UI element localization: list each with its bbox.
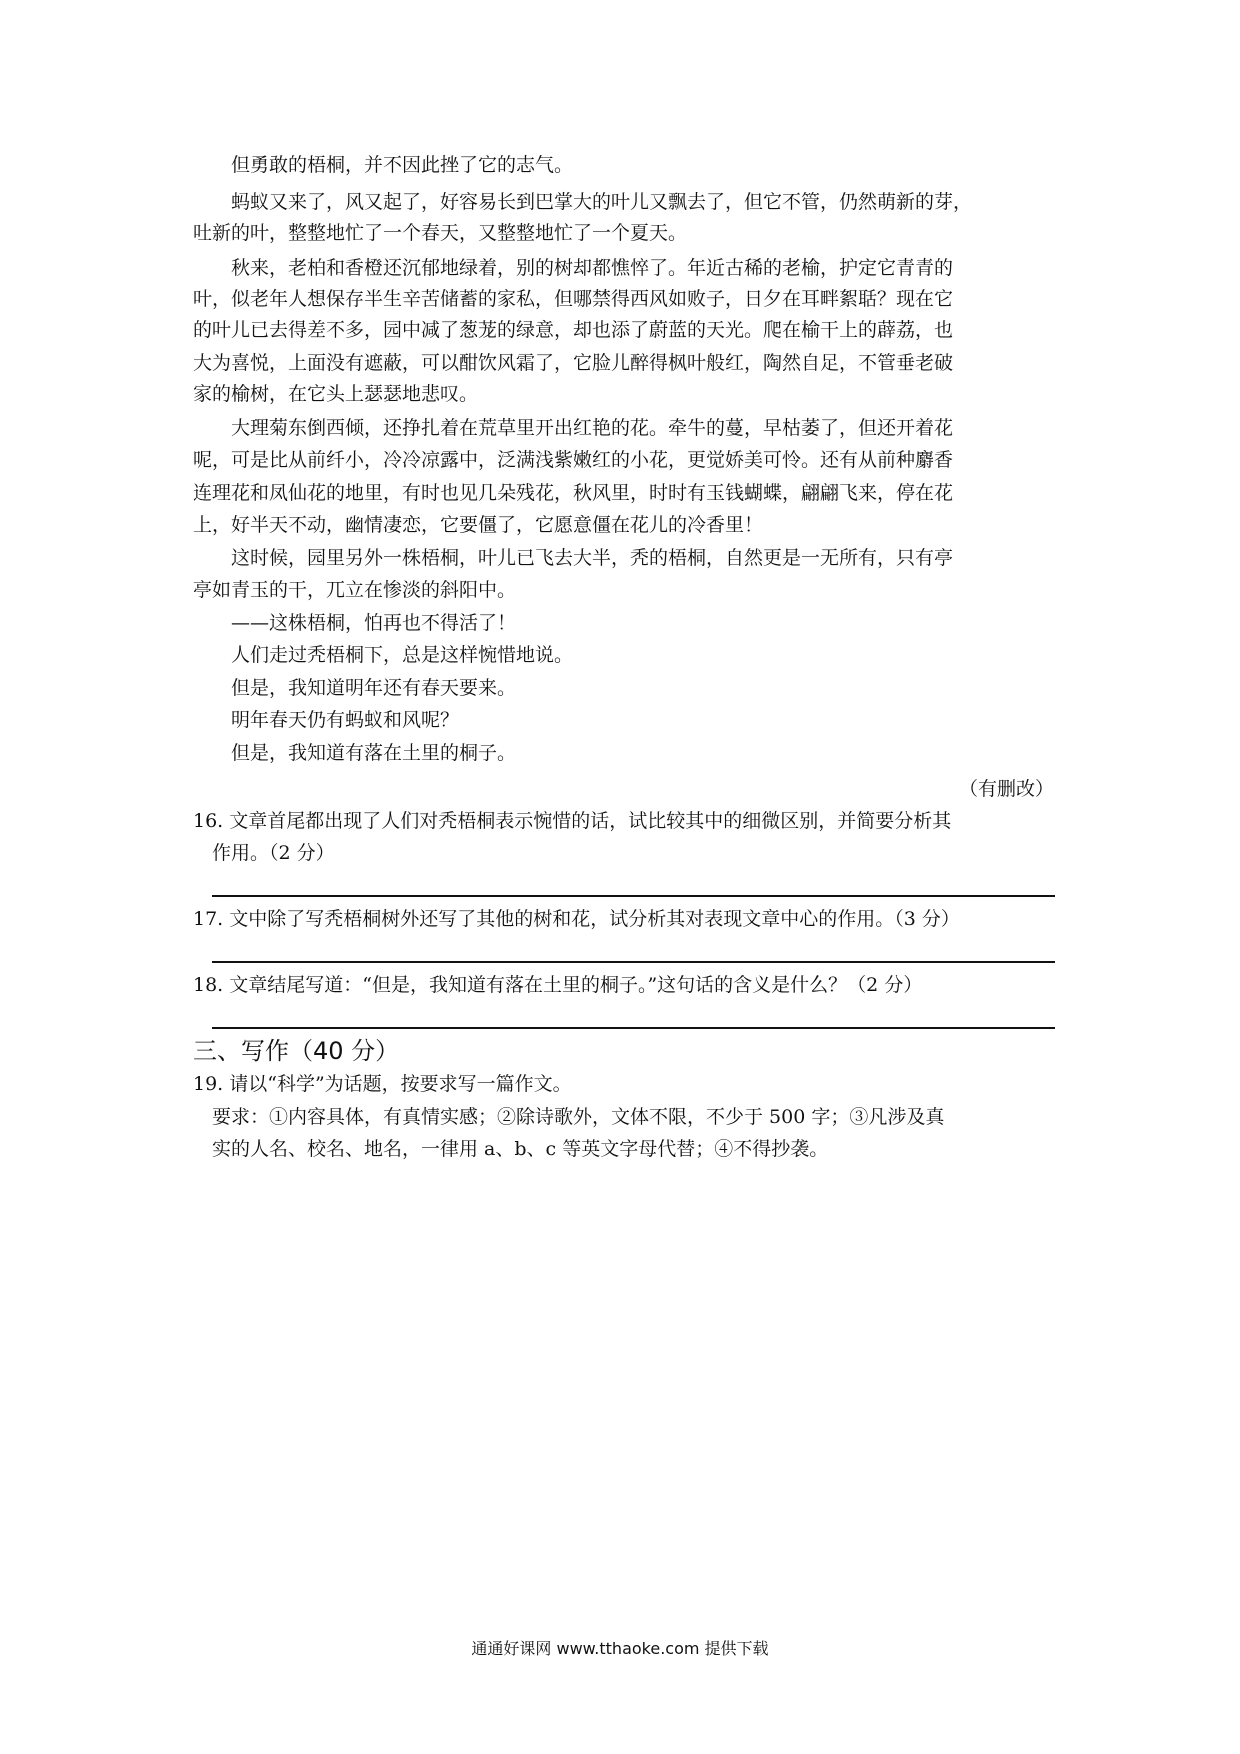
passage-line: 大理菊东倒西倾，还挣扎着在荒草里开出红艳的花。牵牛的蔓，早枯萎了，但还开着花 <box>231 417 954 439</box>
requirements-line: 实的人名、校名、地名，一律用 a、b、c 等英文字母代替；④不得抄袭。 <box>212 1138 829 1160</box>
passage-line: 人们走过秃梧桐下，总是这样惋惜地说。 <box>231 644 574 666</box>
question-18: 18. 文章结尾写道：“但是，我知道有落在土里的桐子。”这句话的含义是什么？（2 分） <box>193 974 923 996</box>
passage-line: 蚂蚁又来了，风又起了，好容易长到巴掌大的叶儿又飘去了，但它不管，仍然萌新的芽， <box>231 191 973 213</box>
passage-line: 吐新的叶，整整地忙了一个春天，又整整地忙了一个夏天。 <box>193 222 688 244</box>
question-16: 16. 文章首尾都出现了人们对秃梧桐表示惋惜的话，试比较其中的细微区别，并简要分析其 <box>193 810 952 832</box>
footer-download-note: 通通好课网 www.tthaoke.com 提供下载 <box>471 1639 769 1658</box>
passage-line: 这时候，园里另外一株梧桐，叶儿已飞去大半，秃的梧桐，自然更是一无所有，只有亭 <box>231 547 954 569</box>
requirements-line: 要求：①内容具体，有真情实感；②除诗歌外，文体不限，不少于 500 字；③凡涉及真 <box>212 1106 945 1128</box>
passage-line: 上，好半天不动，幽情凄恋，它要僵了，它愿意僵在花儿的冷香里！ <box>193 514 764 536</box>
passage-line: 叶，似老年人想保存半生辛苦储蓄的家私，但哪禁得西风如败子，日夕在耳畔絮聒？现在它 <box>193 288 954 310</box>
passage-line: 但勇敢的梧桐，并不因此挫了它的志气。 <box>231 154 574 176</box>
answer-line-17[interactable] <box>212 961 1055 963</box>
passage-line: 连理花和凤仙花的地里，有时也见几朵残花，秋风里，时时有玉钱蝴蝶，翩翩飞来，停在花 <box>193 482 954 504</box>
passage-line: 家的榆树，在它头上瑟瑟地悲叹。 <box>193 383 479 405</box>
passage-line: 但是，我知道明年还有春天要来。 <box>231 677 517 699</box>
passage-line: ——这株梧桐，怕再也不得活了！ <box>231 612 517 634</box>
passage-line: 呢，可是比从前纤小，冷冷凉露中，泛满浅紫嫩红的小花，更觉娇美可怜。还有从前种麝香 <box>193 449 954 471</box>
passage-line: 明年春天仍有蚂蚁和风呢？ <box>231 709 460 731</box>
question-17: 17. 文中除了写秃梧桐树外还写了其他的树和花，试分析其对表现文章中心的作用。（3 分） <box>193 908 960 930</box>
revision-note: （有删改） <box>958 778 1054 800</box>
section-heading-writing: 三、写作（40 分） <box>193 1037 400 1065</box>
answer-line-18[interactable] <box>212 1027 1055 1029</box>
passage-line: 的叶儿已去得差不多，园中减了葱茏的绿意，却也添了蔚蓝的天光。爬在榆干上的薜荔，也 <box>193 319 954 341</box>
passage-line: 大为喜悦，上面没有遮蔽，可以酣饮风霜了，它脸儿醉得枫叶般红，陶然自足，不管垂老破 <box>193 352 954 374</box>
question-19: 19. 请以“科学”为话题，按要求写一篇作文。 <box>193 1073 572 1095</box>
question-16-cont: 作用。（2 分） <box>212 842 335 864</box>
passage-line: 但是，我知道有落在土里的桐子。 <box>231 742 517 764</box>
answer-line-16[interactable] <box>212 895 1055 897</box>
passage-line: 秋来，老柏和香橙还沉郁地绿着，别的树却都憔悴了。年近古稀的老榆，护定它青青的 <box>231 257 954 279</box>
passage-line: 亭如青玉的干，兀立在惨淡的斜阳中。 <box>193 579 517 601</box>
